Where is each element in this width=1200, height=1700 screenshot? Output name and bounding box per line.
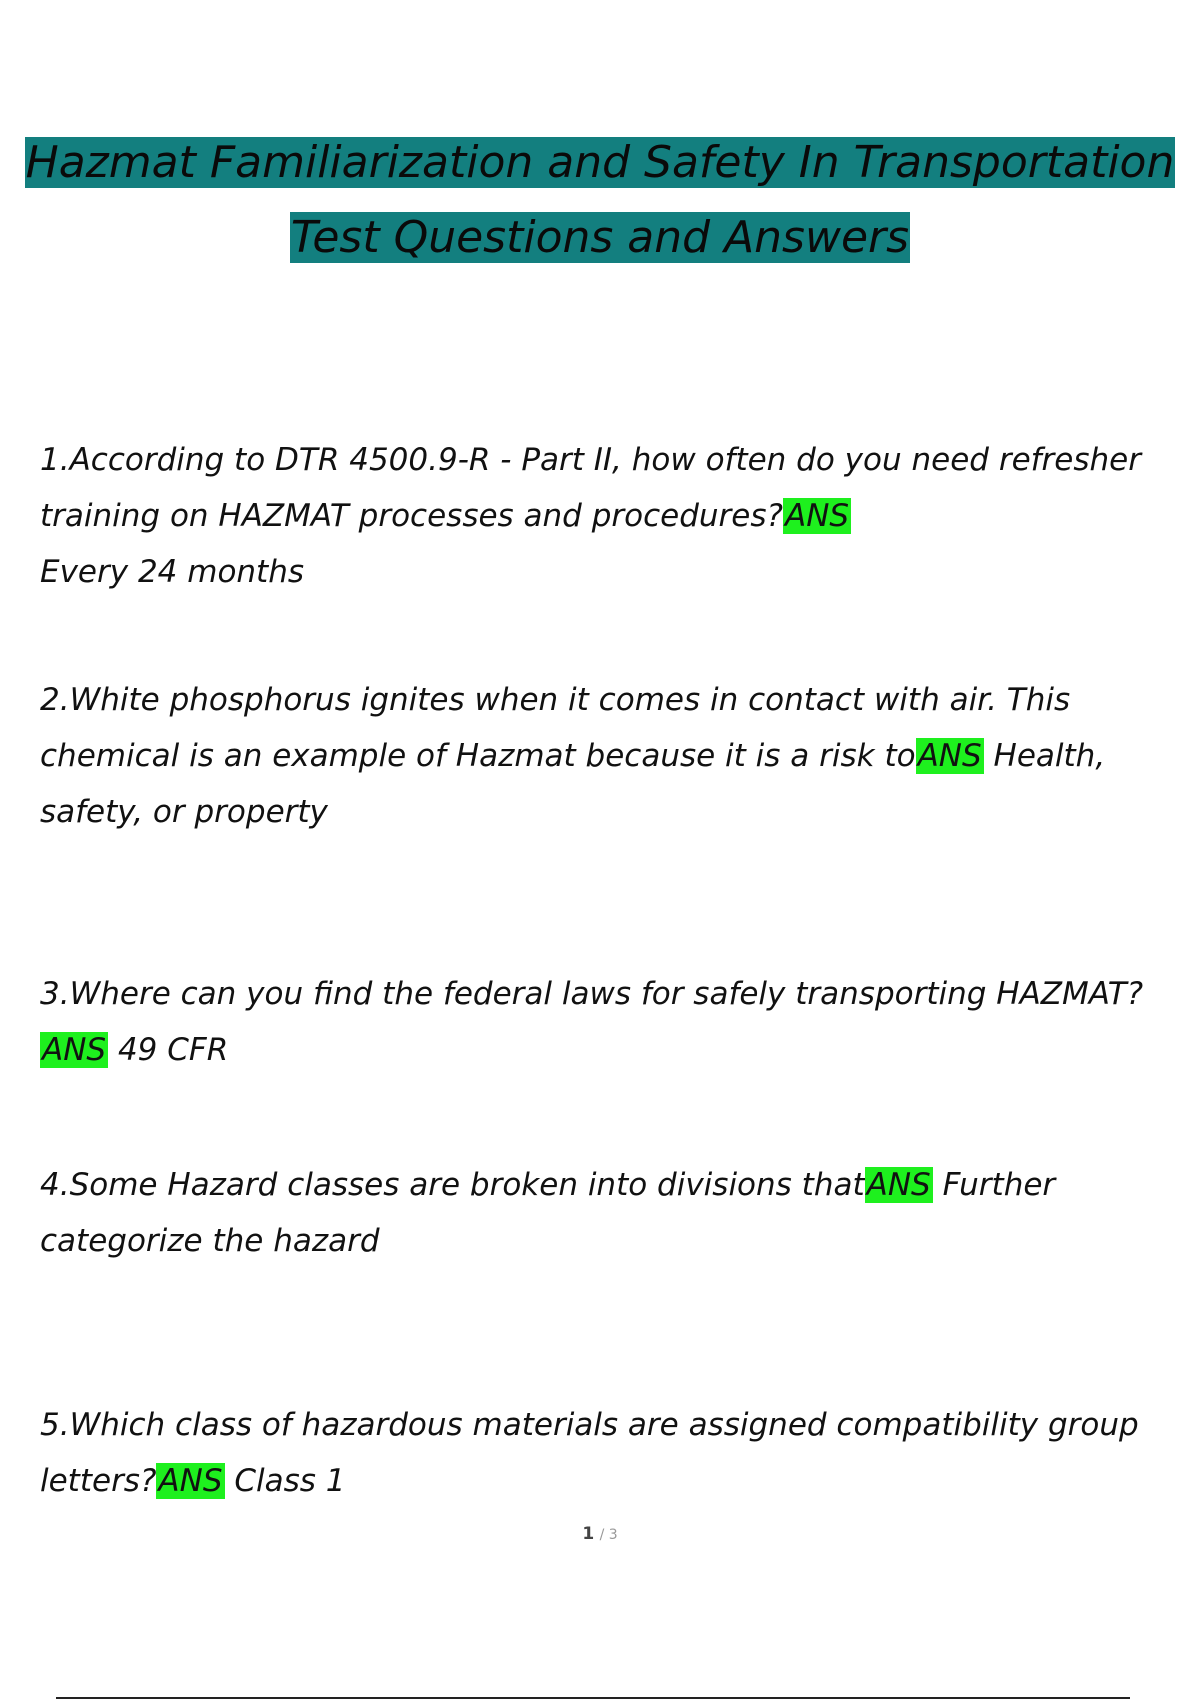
question-text: Where can you find the federal laws for safely transporting HAZMAT? xyxy=(69,976,1144,1012)
question-text: Some Hazard classes are broken into divisions that xyxy=(69,1167,865,1203)
question-item: 5.Which class of hazardous materials are assigned compatibility group letters?ANS Class 1 xyxy=(40,1407,1139,1499)
question-item: 1.According to DTR 4500.9-R - Part II, how often do you need refresher training on HAZMAT processes and procedures?ANS Every 24 months xyxy=(40,442,1141,590)
question-text: Which class of hazardous materials are assigned compatibility group letters? xyxy=(40,1407,1139,1499)
question-item: 2.White phosphorus ignites when it comes in contact with air. This chemical is an example of Hazmat because it is a risk toANS Health, safety, or property xyxy=(40,682,1106,830)
total-pages: / 3 xyxy=(599,1527,618,1543)
ans-label: ANS xyxy=(784,498,850,534)
question-item: 4.Some Hazard classes are broken into divisions thatANS Further categorize the hazard xyxy=(40,1167,1056,1259)
ans-label: ANS xyxy=(866,1167,931,1203)
answer-text: Every 24 months xyxy=(40,554,305,590)
ans-label: ANS xyxy=(42,1032,107,1068)
page-indicator xyxy=(0,1524,1200,1544)
answer-text: Class 1 xyxy=(234,1463,346,1499)
question-text: White phosphorus ignites when it comes in contact with air. This chemical is an example of Hazmat because it is a risk to xyxy=(40,682,1071,774)
title-text-1: Hazmat Familiarization and Safety In Transportation xyxy=(25,137,1175,188)
ans-label: ANS xyxy=(917,738,982,774)
question-text: According to DTR 4500.9-R - Part II, how often do you need refresher training on HAZMAT processes and procedures? xyxy=(40,442,1141,534)
document-title-line-1 xyxy=(0,138,1200,188)
answer-text: 49 CFR xyxy=(117,1032,229,1068)
answer-text: Further categorize the hazard xyxy=(40,1167,1056,1259)
ans-label: ANS xyxy=(158,1463,223,1499)
current-page: 1 xyxy=(582,1524,595,1544)
document-title-line-2 xyxy=(0,213,1200,263)
page-divider xyxy=(56,1697,1130,1699)
title-text-2: Test Questions and Answers xyxy=(290,212,910,263)
answer-text: Health, safety, or property xyxy=(40,738,1106,830)
question-item: 3.Where can you find the federal laws for safely transporting HAZMAT?ANS 49 CFR xyxy=(40,976,1144,1068)
